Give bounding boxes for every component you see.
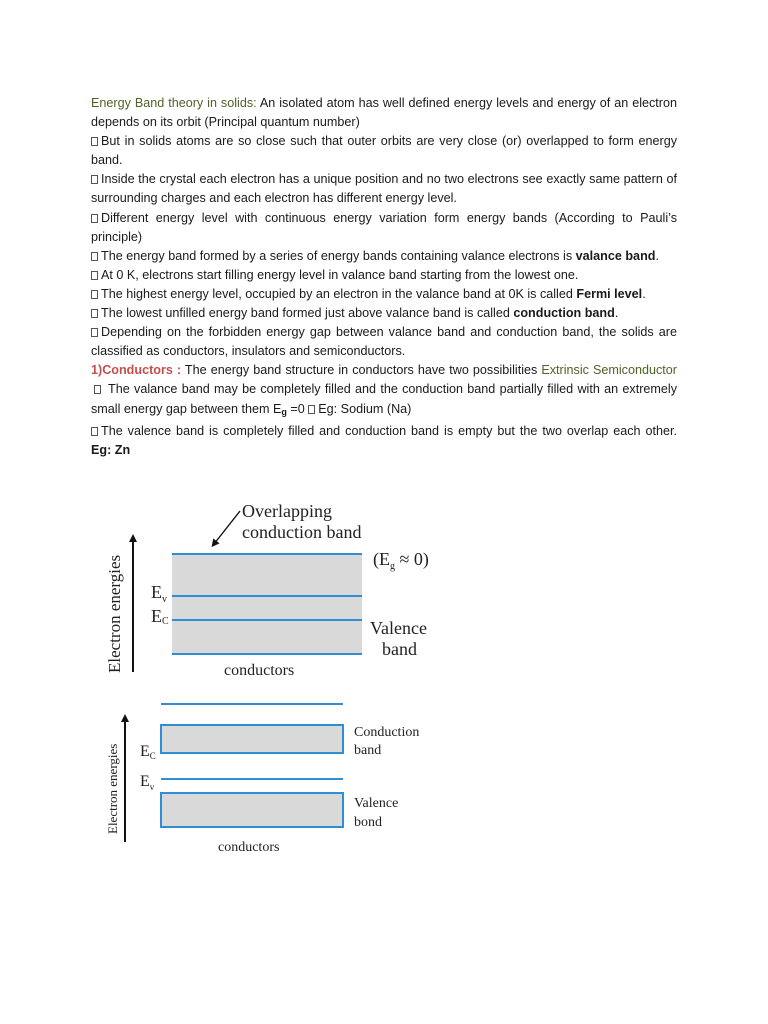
valence-band-label: band [382, 639, 417, 659]
bullet-zero-k: At 0 K, electrons start filling energy level in valance band starting from the lowest one. [91, 266, 677, 285]
energy-axis-label: Electron energies [105, 554, 124, 673]
ev-label: $E_v$ [151, 582, 167, 605]
conduction-band-label: band [354, 743, 382, 758]
valence-band-rect [161, 793, 343, 827]
valence-label-2: Valence [354, 796, 399, 811]
extrinsic-semiconductor-text: Extrinsic Semiconductor [541, 363, 677, 378]
callout-arrow-icon [214, 511, 240, 544]
figure-overlapping-bands [105, 501, 429, 679]
conduction-label: Conduction [354, 725, 420, 740]
bullet-valance-band: The energy band formed by a series of energy bands containing valance electrons is valance band. [91, 247, 677, 266]
callout-conduction-band: conduction band [242, 522, 362, 542]
conductors-heading: 1)Conductors : [91, 363, 182, 378]
term-fermi-level: Fermi level [576, 286, 643, 301]
term-valance-band: valance band [575, 248, 656, 263]
gap-label: $(E_g \approx 0)$ [373, 549, 429, 572]
bullet-zinc: The valence band is completely filled and conduction band is empty but the two overlap each other. Eg: Zn [91, 423, 677, 457]
figure2-caption: conductors [218, 840, 280, 855]
sodium-example: Eg: Sodium (Na) [318, 401, 412, 416]
bullet-crystal: Inside the crystal each electron has a unique position and no two electrons see exactly same pattern of surrounding charges and each electron has different energy level. [91, 172, 677, 206]
bullet-fermi: The highest energy level, occupied by an electron in the valance band at 0K is called Fermi level. [91, 285, 677, 304]
callout-overlapping: Overlapping [242, 501, 332, 521]
ev-label-2: $E_v$ [140, 773, 155, 792]
figure1-caption: conductors [224, 662, 295, 679]
intro-heading: Energy Band theory in solids: [91, 96, 257, 110]
bullet-pauli: Different energy level with continuous energy variation form energy bands (According to Pauli’s principle) [91, 210, 677, 244]
intro-text: An isolated atom has well defined energy levels and energy of an electron depends on its orbit (Principal quantum number) [91, 96, 677, 130]
energy-axis-label-2: Electron energies [105, 743, 120, 834]
bullet-conduction-band: The lowest unfilled energy band formed just above valance band is called conduction band. [91, 304, 677, 323]
ec-label: EC [151, 606, 169, 627]
ec-label-2: EC [140, 743, 156, 761]
conduction-band-rect [161, 725, 343, 753]
conductors-paragraph: 1)Conductors : The energy band structure in conductors have two possibilities Extrinsic Semiconductor The valance band may be completely filled and the conduction band partially filled with an extremely small energy gap between them $E_g =0$ Eg: Sodium (Na) [91, 363, 677, 417]
term-conduction-band: conduction band [513, 306, 615, 321]
zinc-example: Eg: Zn [91, 442, 131, 457]
valence-label: Valence [370, 618, 427, 638]
bullet-classification: Depending on the forbidden energy gap between valance band and conduction band, the solids are classified as conductors, insulators and semiconductors. [91, 325, 677, 359]
figure-separate-bands [105, 704, 419, 855]
overlap-band-rect [172, 554, 362, 654]
valence-bond-label: bond [354, 815, 382, 830]
bullet-atoms-close: But in solids atoms are so close such that outer orbits are very close (or) overlapped to form energy band. [91, 134, 677, 168]
